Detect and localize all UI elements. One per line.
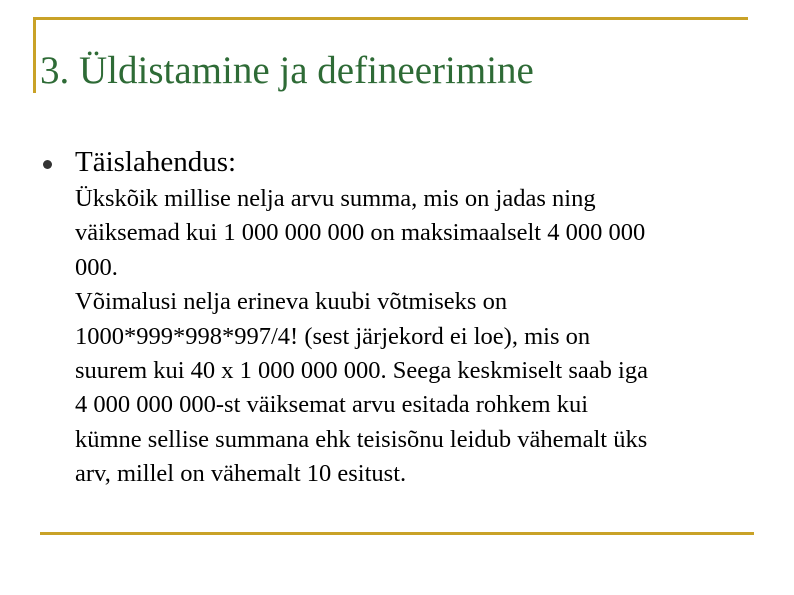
bullet-icon (43, 160, 52, 169)
body-line: Ükskõik millise nelja arvu summa, mis on jadas ning (75, 185, 596, 212)
bullet-body (75, 182, 765, 492)
body-line: kümne sellise summana ehk teisisõnu leidub vähemalt üks (75, 425, 648, 453)
body-line: 4 000 000 000-st väiksemat arvu esitada rohkem kui (75, 391, 589, 419)
body-line: Võimalusi nelja erineva kuubi võtmiseks on (75, 288, 508, 316)
body-line: arv, millel on vähemalt 10 esitust. (75, 460, 407, 488)
bullet-heading: Täislahendus: (75, 146, 237, 178)
body-line: väiksemad kui 1 000 000 000 on maksimaalselt 4 000 000 (75, 219, 646, 247)
body-line: 000. (75, 253, 118, 281)
body-line: suurem kui 40 x 1 000 000 000. Seega keskmiselt saab iga (75, 357, 648, 385)
top-rule (34, 17, 748, 20)
body-line: 1000*999*998*997/4! (sest järjekord ei loe), mis on (75, 322, 591, 350)
slide-title: 3. Üldistamine ja defineerimine (40, 49, 534, 92)
left-rule (33, 17, 36, 93)
bottom-rule (40, 532, 754, 535)
